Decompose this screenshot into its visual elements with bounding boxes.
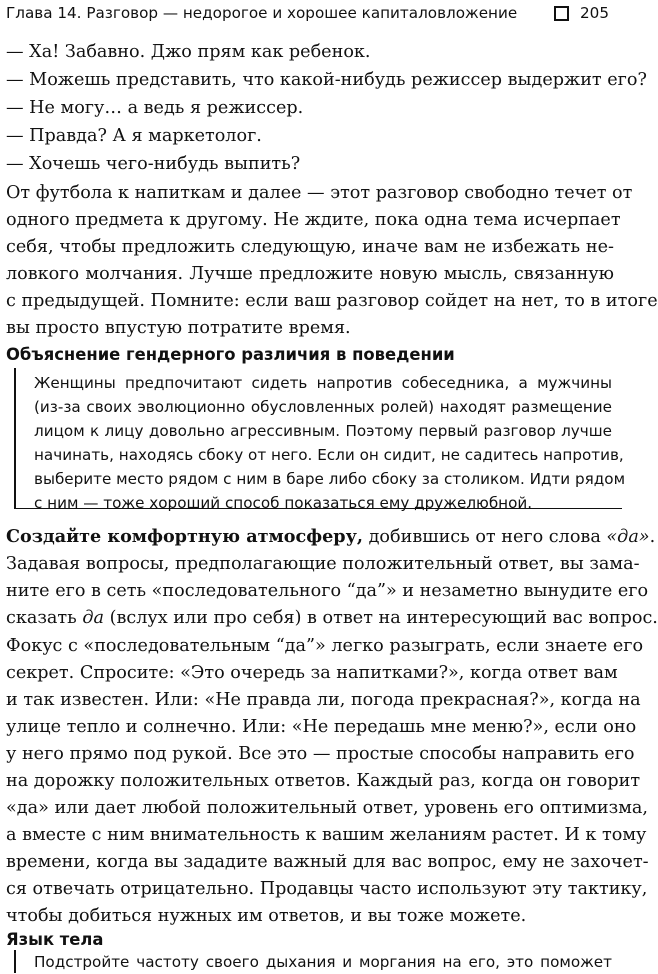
dialogue-line: — Можешь представить, что какой-нибудь режиссер выдержит его? [6,70,647,90]
text-line: и так известен. Или: «Не правда ли, погода прекрасная?», когда на [6,690,641,710]
text-span: . [649,527,656,547]
text-line: времени, когда вы зададите важный для вас вопрос, ему не захочет- [6,852,649,872]
dialogue-line: — Не могу… а ведь я режиссер. [6,98,304,118]
text-line: у него прямо под рукой. Все это — простые способы направить его [6,744,635,764]
sidebar-gender [14,368,626,512]
text-span: добившись от него слова [362,527,607,547]
text-line: улице тепло и солнечно. Или: «Не передашь мне меню?», если оно [6,717,637,737]
sidebar-line: начинать, находясь сбоку от него. Если он сидит, не садитесь напротив, [34,446,624,464]
square-icon [554,6,569,21]
text-line: на дорожку положительных ответов. Каждый раз, когда он говорит [6,771,641,791]
text-span: сказать [6,608,83,628]
text-line: ловкого молчания. Лучше предложите новую мысль, связанную [6,264,614,284]
sidebar-line: (из-за своих эволюционно обусловленных ролей) находят размещение [34,398,612,416]
text-line: с предыдущей. Помните: если ваш разговор сойдет на нет, то в итоге [6,291,658,311]
text-line: ся отвечать отрицательно. Продавцы часто используют эту тактику, [6,879,648,899]
text-line: одного предмета к другому. Не ждите, пока одна тема исчерпает [6,210,621,230]
section-heading-body-language: Язык тела [6,930,104,949]
text-line: Фокус с «последовательным “да”» легко разыграть, если знаете его [6,636,644,656]
dialogue-line: — Ха! Забавно. Джо прям как ребенок. [6,42,371,62]
dialogue-line: — Хочешь чего-нибудь выпить? [6,154,301,174]
text-line: а вместе с ним внимательность к вашим желаниям растет. И к тому [6,825,647,845]
text-span: (вслух или про себя) в ответ на интересующий вас вопрос. [103,608,658,628]
italic-term: «да» [606,527,650,547]
sidebar-line: Подстройте частоту своего дыхания и моргания на его, это поможет [34,953,612,971]
text-line: вы просто впустую потратите время. [6,318,351,338]
text-line: ните его в сеть «последовательного “да”» и незаметно вынудите его [6,581,649,601]
running-header [0,0,620,26]
page-number: 205 [580,4,609,22]
dialogue-line: — Правда? А я маркетолог. [6,126,262,146]
text-line [6,605,658,631]
italic-term: да [82,608,104,628]
chapter-title: Глава 14. Разговор — недорогое и хорошее капиталовложение [6,4,518,22]
text-line: «да» или дает любой положительный ответ, уровень его оптимизма, [6,798,649,818]
text-line [6,524,656,550]
text-line: секрет. Спросите: «Это очередь за напитками?», когда ответ вам [6,663,618,683]
text-line: Задавая вопросы, предполагающие положительный ответ, вы зама- [6,554,640,574]
bold-lead: Создайте комфортную атмосферу, [6,526,363,547]
section-heading-gender: Объяснение гендерного различия в поведении [6,345,455,364]
sidebar-line: с ним — тоже хороший способ показаться ему дружелюбной. [34,494,533,512]
text-line: чтобы добиться нужных им ответов, и вы тоже можете. [6,906,527,926]
text-line: От футбола к напиткам и далее — этот разговор свободно течет от [6,183,633,203]
sidebar-line: выберите место рядом с ним в баре либо сбоку за столиком. Идти рядом [34,470,626,488]
text-line: себя, чтобы предложить следующую, иначе вам не избежать не- [6,237,614,257]
sidebar-body-language [14,950,622,973]
sidebar-line: лицом к лицу довольно агрессивным. Поэтому первый разговор лучше [34,422,612,440]
sidebar-line: Женщины предпочитают сидеть напротив собеседника, а мужчины [34,374,612,392]
